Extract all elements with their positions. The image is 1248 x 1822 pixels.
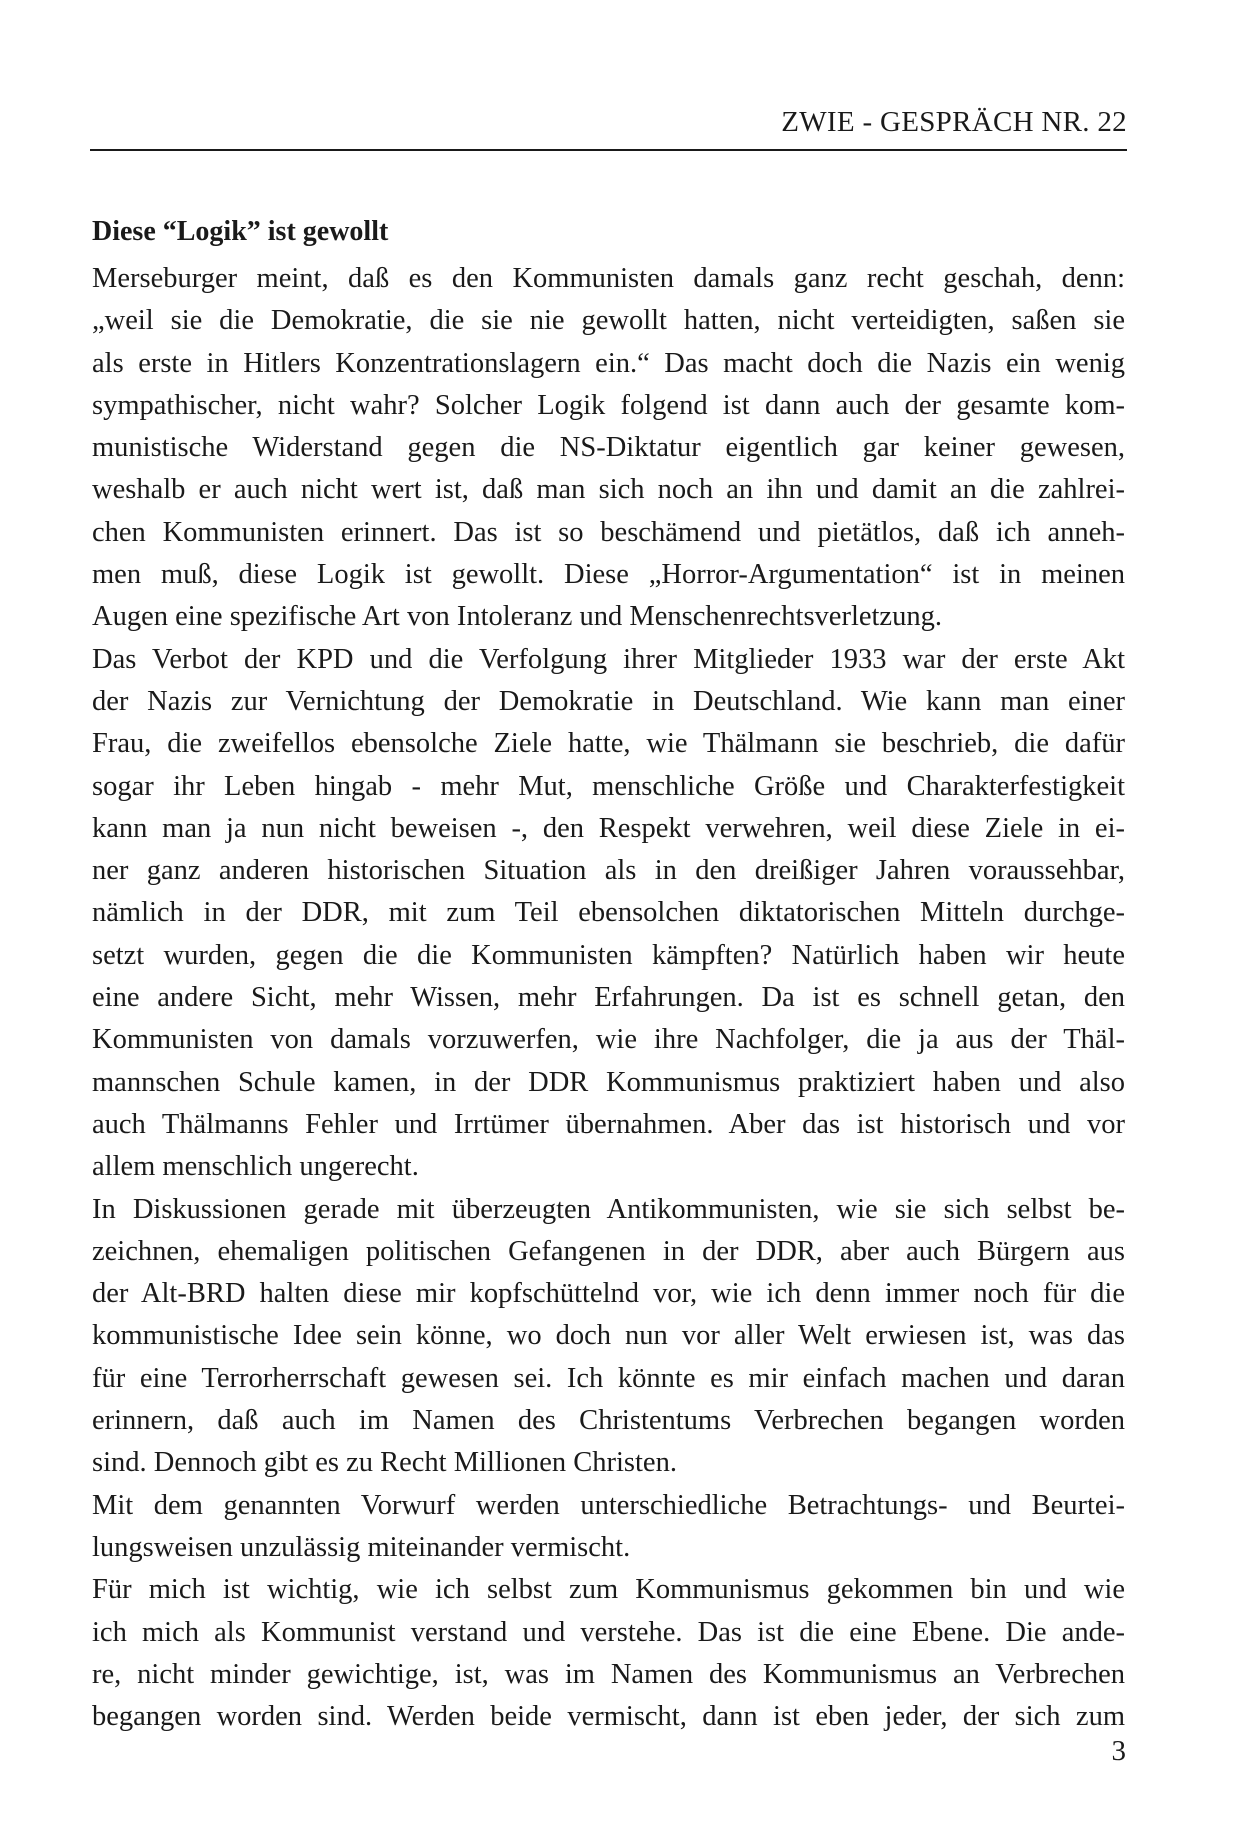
text-line: chen Kommunisten erinnert. Das ist so beschämend und pietätlos, daß ich anneh- [92, 516, 1125, 548]
running-header: ZWIE - GESPRÄCH NR. 22 [781, 106, 1127, 138]
text-line: re, nicht minder gewichtige, ist, was im Namen des Kommunismus an Verbrechen [92, 1658, 1125, 1690]
text-line: sind. Dennoch gibt es zu Recht Millionen Christen. [92, 1447, 677, 1479]
text-line: Für mich ist wichtig, wie ich selbst zum Kommunismus gekommen bin und wie [92, 1574, 1125, 1606]
text-line: ich mich als Kommunist verstand und verstehe. Das ist die eine Ebene. Die ande- [92, 1616, 1125, 1648]
text-line: auch Thälmanns Fehler und Irrtümer übernahmen. Aber das ist historisch und vor [92, 1108, 1125, 1140]
text-line: Augen eine spezifische Art von Intoleranz und Menschenrechtsverletzung. [92, 601, 942, 633]
text-line: men muß, diese Logik ist gewollt. Diese „Horror-Argumentation“ ist in meinen [92, 559, 1125, 591]
text-line: nämlich in der DDR, mit zum Teil ebensolchen diktatorischen Mitteln durchge- [92, 897, 1125, 929]
text-line: „weil sie die Demokratie, die sie nie gewollt hatten, nicht verteidigten, saßen sie [92, 305, 1125, 337]
body-text [92, 212, 1125, 1738]
text-line: Frau, die zweifellos ebensolche Ziele hatte, wie Thälmann sie beschrieb, die dafür [92, 728, 1125, 760]
text-line: eine andere Sicht, mehr Wissen, mehr Erfahrungen. Da ist es schnell getan, den [92, 982, 1125, 1014]
text-line: setzt wurden, gegen die die Kommunisten kämpften? Natürlich haben wir heute [92, 939, 1125, 971]
text-line: als erste in Hitlers Konzentrationslagern ein.“ Das macht doch die Nazis ein wenig [92, 347, 1125, 379]
text-line: munistische Widerstand gegen die NS-Diktatur eigentlich gar keiner gewesen, [92, 432, 1125, 464]
text-line: erinnern, daß auch im Namen des Christentums Verbrechen begangen worden [92, 1405, 1125, 1437]
text-line: lungsweisen unzulässig miteinander vermischt. [92, 1531, 631, 1563]
text-lines [92, 258, 1125, 1738]
text-line: allem menschlich ungerecht. [92, 1151, 419, 1183]
header-rule [90, 149, 1127, 151]
text-line: der Nazis zur Vernichtung der Demokratie in Deutschland. Wie kann man einer [92, 685, 1125, 717]
text-line: ner ganz anderen historischen Situation als in den dreißiger Jahren voraussehbar, [92, 855, 1125, 887]
text-line: der Alt-BRD halten diese mir kopfschüttelnd vor, wie ich denn immer noch für die [92, 1278, 1125, 1310]
text-line: weshalb er auch nicht wert ist, daß man sich noch an ihn und damit an die zahlrei- [92, 474, 1125, 506]
text-line: Das Verbot der KPD und die Verfolgung ihrer Mitglieder 1933 war der erste Akt [92, 643, 1125, 675]
text-line: mannschen Schule kamen, in der DDR Kommunismus praktiziert haben und also [92, 1066, 1125, 1098]
text-line: kommunistische Idee sein könne, wo doch nun vor aller Welt erwiesen ist, was das [92, 1320, 1125, 1352]
text-line: sogar ihr Leben hingab - mehr Mut, menschliche Größe und Charakterfestigkeit [92, 770, 1125, 802]
text-line: Merseburger meint, daß es den Kommunisten damals ganz recht geschah, denn: [92, 263, 1125, 294]
text-line: sympathischer, nicht wahr? Solcher Logik folgend ist dann auch der gesamte kom- [92, 389, 1125, 421]
text-line: Mit dem genannten Vorwurf werden unterschiedliche Betrachtungs- und Beurtei- [92, 1489, 1125, 1521]
text-line: Kommunisten von damals vorzuwerfen, wie ihre Nachfolger, die ja aus der Thäl- [92, 1024, 1125, 1056]
page-number: 3 [1111, 1735, 1126, 1767]
text-line: In Diskussionen gerade mit überzeugten Antikommunisten, wie sie sich selbst be- [92, 1193, 1125, 1225]
text-line: für eine Terrorherrschaft gewesen sei. Ich könnte es mir einfach machen und daran [92, 1362, 1125, 1394]
text-line: zeichnen, ehemaligen politischen Gefangenen in der DDR, aber auch Bürgern aus [92, 1235, 1125, 1267]
text-line: kann man ja nun nicht beweisen -, den Respekt verwehren, weil diese Ziele in ei- [92, 812, 1125, 844]
section-heading: Diese “Logik” ist gewollt [92, 216, 389, 247]
text-line: begangen worden sind. Werden beide vermischt, dann ist eben jeder, der sich zum [92, 1701, 1125, 1733]
